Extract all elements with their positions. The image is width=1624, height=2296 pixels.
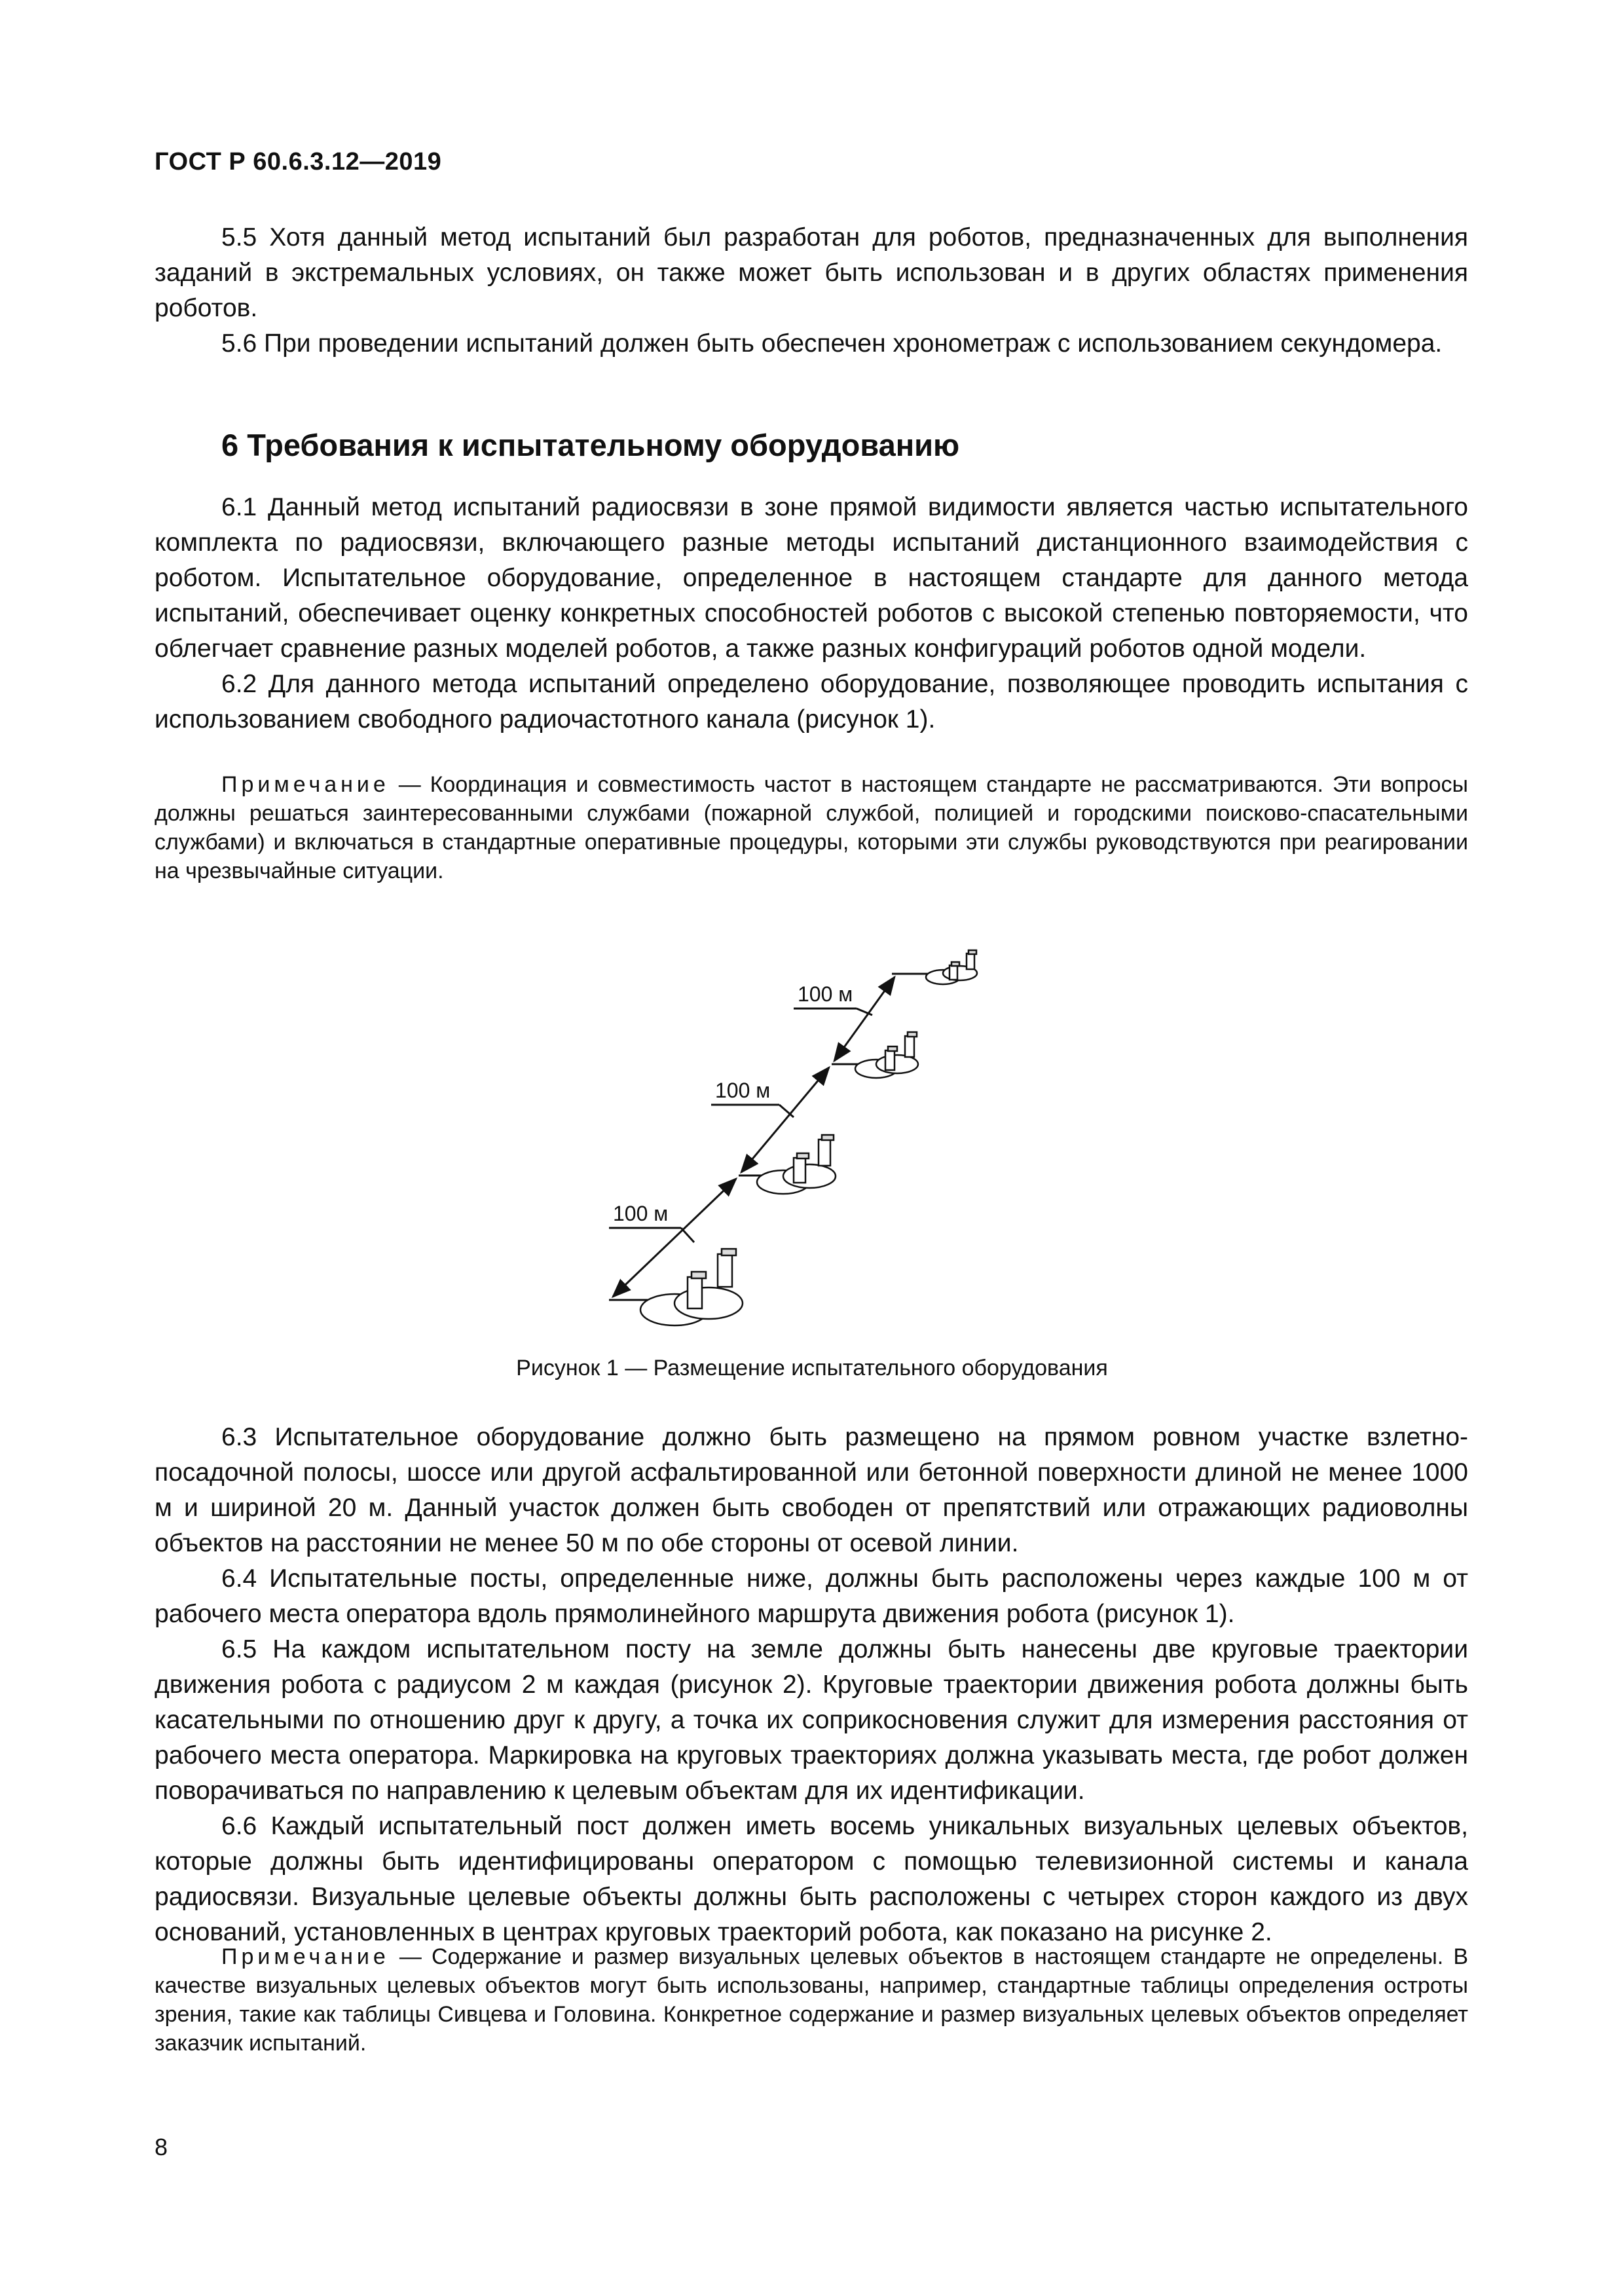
distance-label-2: 100 м — [715, 1079, 771, 1102]
document-header: ГОСТ Р 60.6.3.12—2019 — [155, 148, 442, 176]
figure-1-caption: Рисунок 1 — Размещение испытательного оборудования — [516, 1356, 1108, 1380]
paragraph-6-1: 6.1 Данный метод испытаний радиосвязи в зоне прямой видимости является частью испытательного комплекта по радиосвязи, включающего разные методы испытаний дистанционного взаимодействия с роботом. Испытательное оборудование, определенное в настоящем стандарте для данного метода испытаний, обеспечивает оценку конкретных способностей роботов с высокой степенью повторяемости, что облегчает сравнение разных моделей роботов, а также разных конфигураций роботов одной модели. — [155, 493, 1468, 663]
paragraph-6-4: 6.4 Испытательные посты, определенные ниже, должны быть расположены через каждые 100 м от рабочего места оператора вдоль прямолинейного маршрута движения робота (рисунок 1). — [155, 1565, 1468, 1628]
test-station-3 — [855, 1032, 918, 1078]
section-title: 6 Требования к испытательному оборудованию — [221, 428, 960, 462]
test-station-4 — [926, 950, 977, 984]
intro-paragraphs — [155, 220, 1468, 361]
note-1-label: Примечание — [221, 772, 390, 797]
paragraph-6-2: 6.2 Для данного метода испытаний определено оборудование, позволяющее проводить испытания с использованием свободного радиочастотного канала (рисунок 1). — [155, 670, 1468, 733]
distance-label-1: 100 м — [613, 1202, 669, 1225]
test-station-2 — [757, 1135, 836, 1194]
note-1-body: — Координация и совместимость частот в настоящем стандарте не рассматриваются. Эти вопросы должны решаться заинтересованными службами (пожарной службой, полицией и городскими поисково-спасательными службами) и включаться в стандартные оперативные процедуры, которыми эти службы руководствуются при реагировании на чрезвычайные ситуации. — [155, 772, 1468, 883]
paragraph-6-5: 6.5 На каждом испытательном посту на земле должны быть нанесены две круговые траектории движения робота с радиусом 2 м каждая (рисунок 2). Круговые траектории движения робота должны быть касательными по отношению друг к другу, а точка их соприкосновения служит для измерения расстояния от рабочего места оператора. Маркировка на круговых траекториях должна указывать места, где робот должен поворачиваться по направлению к целевым объектам для их идентификации. — [155, 1635, 1468, 1805]
section-paragraphs — [155, 490, 1468, 737]
label-leader-1 — [681, 1228, 694, 1242]
paragraph-5-6: 5.6 При проведении испытаний должен быть обеспечен хронометраж с использованием секундомера. — [221, 329, 1443, 358]
paragraph-5-5: 5.5 Хотя данный метод испытаний был разработан для роботов, предназначенных для выполнения заданий в экстремальных условиях, он также может быть использован и в других областях применения роботов. — [155, 223, 1468, 322]
test-station-1 — [640, 1249, 743, 1325]
paragraph-6-6: 6.6 Каждый испытательный пост должен иметь восемь уникальных визуальных целевых объектов, которые должны быть идентифицированы оператором с помощью телевизионной системы и канала радиосвязи. Визуальные целевые объекты должны быть расположены с четырех сторон каждого из двух оснований, установленных в центрах круговых траекторий робота, как показано на рисунке 2. — [155, 1812, 1468, 1946]
figure-1-diagram — [589, 930, 1048, 1356]
note-2-label: Примечание — [221, 1944, 390, 1969]
note-1 — [155, 770, 1468, 885]
distance-label-3: 100 м — [798, 982, 853, 1006]
paragraph-6-3: 6.3 Испытательное оборудование должно быть размещено на прямом ровном участке взлетно-посадочной полосы, шоссе или другой асфальтированной или бетонной поверхности длиной не менее 1000 м и шириной 20 м. Данный участок должен быть свободен от препятствий или отражающих радиоволны объектов на расстоянии не менее 50 м по обе стороны от осевой линии. — [155, 1423, 1468, 1557]
note-2-text — [155, 1942, 1468, 2058]
figure-1 — [589, 930, 1048, 1356]
note-2 — [155, 1942, 1468, 2058]
note-1-text — [155, 770, 1468, 885]
paragraphs-after-figure — [155, 1420, 1468, 1950]
page-number: 8 — [155, 2134, 168, 2160]
note-2-body: — Содержание и размер визуальных целевых объектов в настоящем стандарте не определены. В качестве визуальных целевых объектов могут быть использованы, например, стандартные таблицы определения остроты зрения, такие как таблицы Сивцева и Головина. Конкретное содержание и размер визуальных целевых объектов определяет заказчик испытаний. — [155, 1944, 1468, 2056]
